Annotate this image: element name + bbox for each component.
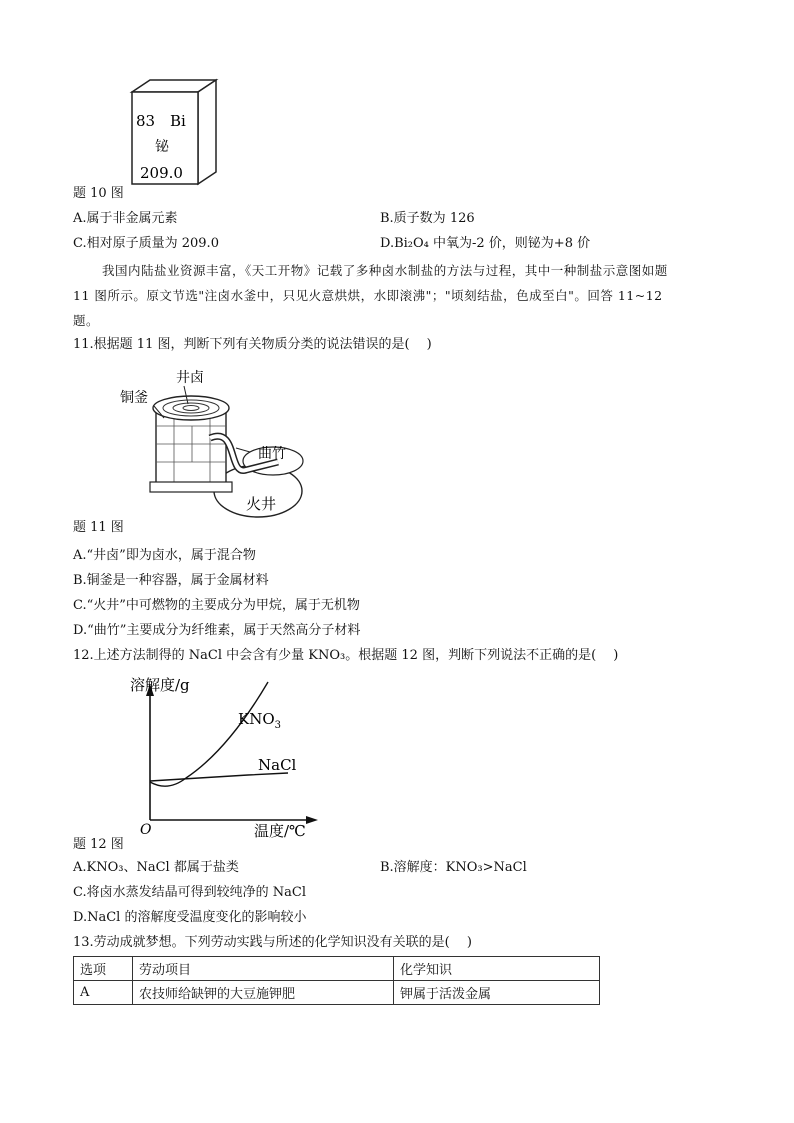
q12-option-a: A.KNO₃、NaCl 都属于盐类 [73, 860, 239, 875]
fig10-caption: 题 10 图 [73, 186, 124, 201]
table-header-cell: 化学知识 [394, 957, 600, 981]
passage-line-2: 11 图所示。原文节选"注卤水釜中，只见火意烘烘，水即滚沸"；"顷刻结盐，色成至白"。回答 11~12 [73, 288, 663, 303]
q11-stem: 11.根据题 11 图，判断下列有关物质分类的说法错误的是( ) [73, 337, 432, 352]
label-well-brine: 井卤 [176, 370, 204, 386]
series-nacl-label: NaCl [258, 756, 297, 774]
q11-option-a: A.“井卤”即为卤水，属于混合物 [73, 548, 256, 563]
label-fire-well: 火井 [246, 495, 277, 513]
fig11-caption: 题 11 图 [73, 520, 124, 535]
label-copper-pot: 铜釜 [120, 390, 148, 406]
q12-stem: 12.上述方法制得的 NaCl 中会含有少量 KNO₃。根据题 12 图，判断下列说法不正确的是( ) [73, 648, 619, 663]
q10-option-d: D.Bi₂O₄ 中氧为-2 价，则铋为+8 价 [380, 236, 591, 251]
q11-option-c: C.“火井”中可燃物的主要成分为甲烷，属于无机物 [73, 598, 360, 613]
series-nacl-line [150, 773, 288, 781]
label-bamboo: 曲竹 [258, 446, 286, 462]
q11-option-d: D.“曲竹”主要成分为纤维素，属于天然高分子材料 [73, 623, 361, 638]
q11-option-b: B.铜釜是一种容器，属于金属材料 [73, 573, 269, 588]
table-header-row [74, 957, 600, 981]
fig12-caption: 题 12 图 [73, 837, 124, 852]
q12-option-d: D.NaCl 的溶解度受温度变化的影响较小 [73, 910, 307, 925]
origin-label: O [140, 822, 152, 838]
table-header-cell: 选项 [74, 957, 133, 981]
salt-making-figure [118, 366, 318, 526]
table-row [74, 981, 600, 1005]
table-cell: 农技师给缺钾的大豆施钾肥 [133, 981, 394, 1005]
table-header-cell: 劳动项目 [133, 957, 394, 981]
q10-option-a: A.属于非金属元素 [73, 211, 178, 226]
element-mass: 209.0 [140, 164, 183, 182]
q13-table [73, 956, 600, 1005]
x-axis-arrow [306, 816, 318, 824]
element-symbol: Bi [170, 112, 186, 130]
q10-option-b: B.质子数为 126 [380, 211, 475, 226]
table-cell: A [74, 981, 133, 1005]
element-name: 铋 [155, 139, 169, 155]
table-cell: 钾属于活泼金属 [394, 981, 600, 1005]
q12-option-b: B.溶解度：KNO₃>NaCl [380, 860, 527, 875]
x-axis-label: 温度/℃ [254, 822, 306, 840]
element-box-figure [120, 78, 220, 190]
series-kno3-label: $KNO_3$ [238, 710, 282, 731]
passage-line-1: 我国内陆盐业资源丰富，《天工开物》记载了多种卤水制盐的方法与过程，其中一种制盐示意图如题 [102, 263, 668, 278]
element-number: 83 [136, 112, 156, 130]
solubility-chart [128, 672, 328, 840]
series-kno3-line [150, 682, 268, 786]
y-axis-label: 溶解度/g [130, 676, 190, 694]
q10-option-c: C.相对原子质量为 209.0 [73, 236, 219, 251]
q12-option-c: C.将卤水蒸发结晶可得到较纯净的 NaCl [73, 885, 306, 900]
passage-line-3: 题。 [73, 313, 100, 328]
q13-stem: 13.劳动成就梦想。下列劳动实践与所述的化学知识没有关联的是( ) [73, 935, 472, 950]
